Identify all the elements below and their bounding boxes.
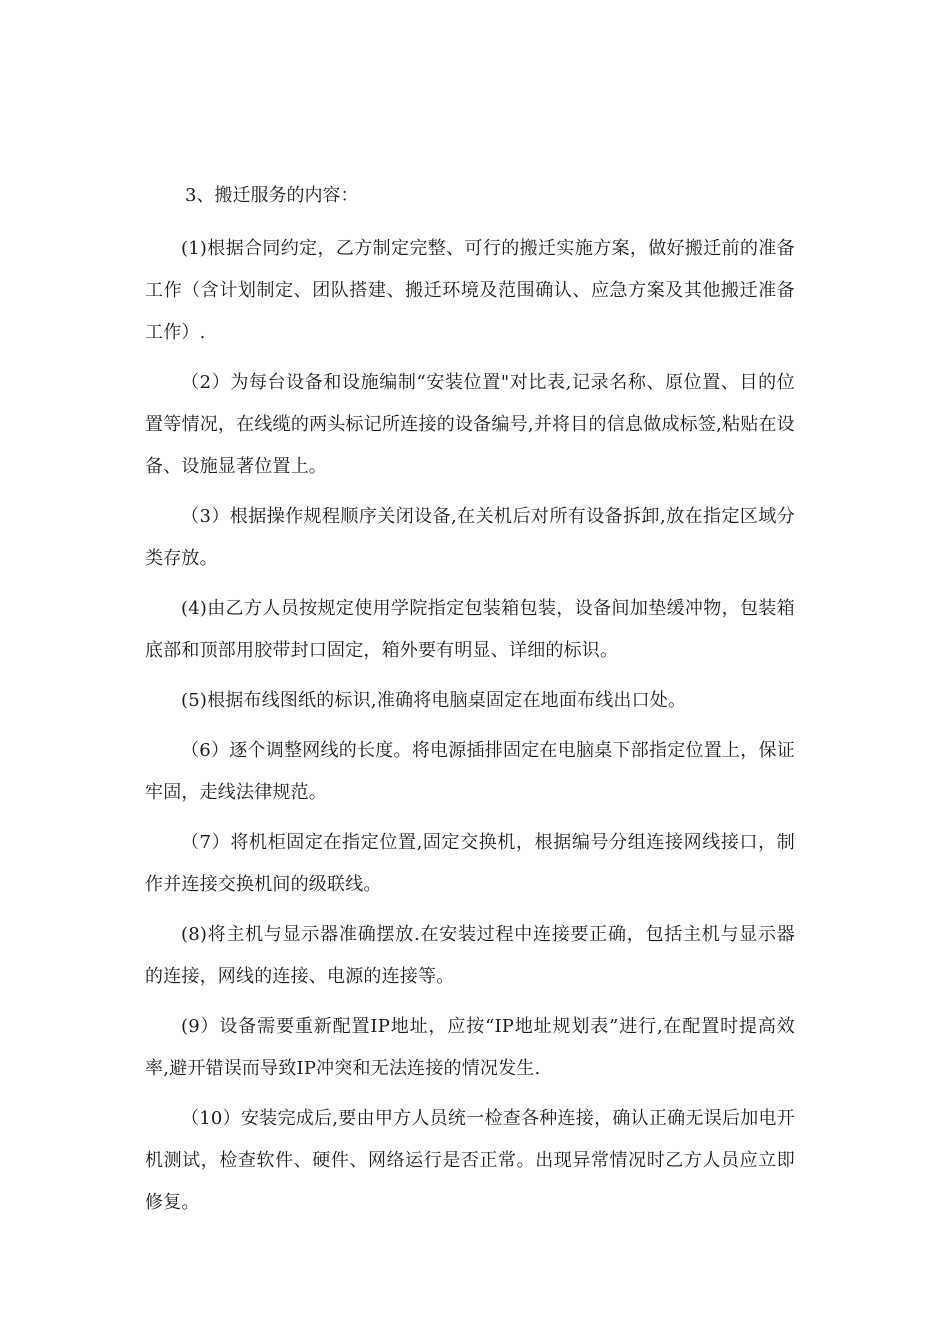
paragraph-1: (1)根据合同约定，乙方制定完整、可行的搬迁实施方案，做好搬迁前的准备工作（含计划制定、团队搭建、搬迁环境及范围确认、应急方案及其他搬迁准备工作）. bbox=[145, 238, 795, 343]
paragraph-9: (9）设备需要重新配置IP地址，应按“IP地址规划表”进行,在配置时提高效率,避开错误而导致IP冲突和无法连接的情况发生. bbox=[145, 1016, 795, 1079]
paragraph-7: （7）将机柜固定在指定位置,固定交换机，根据编号分组连接网线接口，制作并连接交换机间的级联线。 bbox=[145, 832, 795, 895]
paragraph-3: （3）根据操作规程顺序关闭设备,在关机后对所有设备拆卸,放在指定区域分类存放。 bbox=[145, 506, 795, 569]
paragraph-5: (5)根据布线图纸的标识,准确将电脑桌固定在地面布线出口处。 bbox=[181, 690, 687, 711]
paragraph-4: (4)由乙方人员按规定使用学院指定包装箱包装，设备间加垫缓冲物，包装箱底部和顶部用胶带封口固定，箱外要有明显、详细的标识。 bbox=[145, 598, 795, 661]
section-heading: 3、搬迁服务的内容： bbox=[185, 185, 359, 206]
paragraph-10: （10）安装完成后,要由甲方人员统一检查各种连接，确认正确无误后加电开机测试，检查软件、硬件、网络运行是否正常。出现异常情况时乙方人员应立即修复。 bbox=[145, 1108, 795, 1213]
document-body bbox=[145, 184, 795, 1232]
paragraph-2: （2）为每台设备和设施编制“安装位置"对比表,记录名称、原位置、目的位置等情况，在线缆的两头标记所连接的设备编号,并将目的信息做成标签,粘贴在设备、设施显著位置上。 bbox=[145, 372, 795, 477]
paragraph-8: (8)将主机与显示器准确摆放.在安装过程中连接要正确，包括主机与显示器的连接，网线的连接、电源的连接等。 bbox=[145, 924, 795, 987]
paragraph-6: （6）逐个调整网线的长度。将电源插排固定在电脑桌下部指定位置上，保证牢固，走线法律规范。 bbox=[145, 740, 795, 803]
